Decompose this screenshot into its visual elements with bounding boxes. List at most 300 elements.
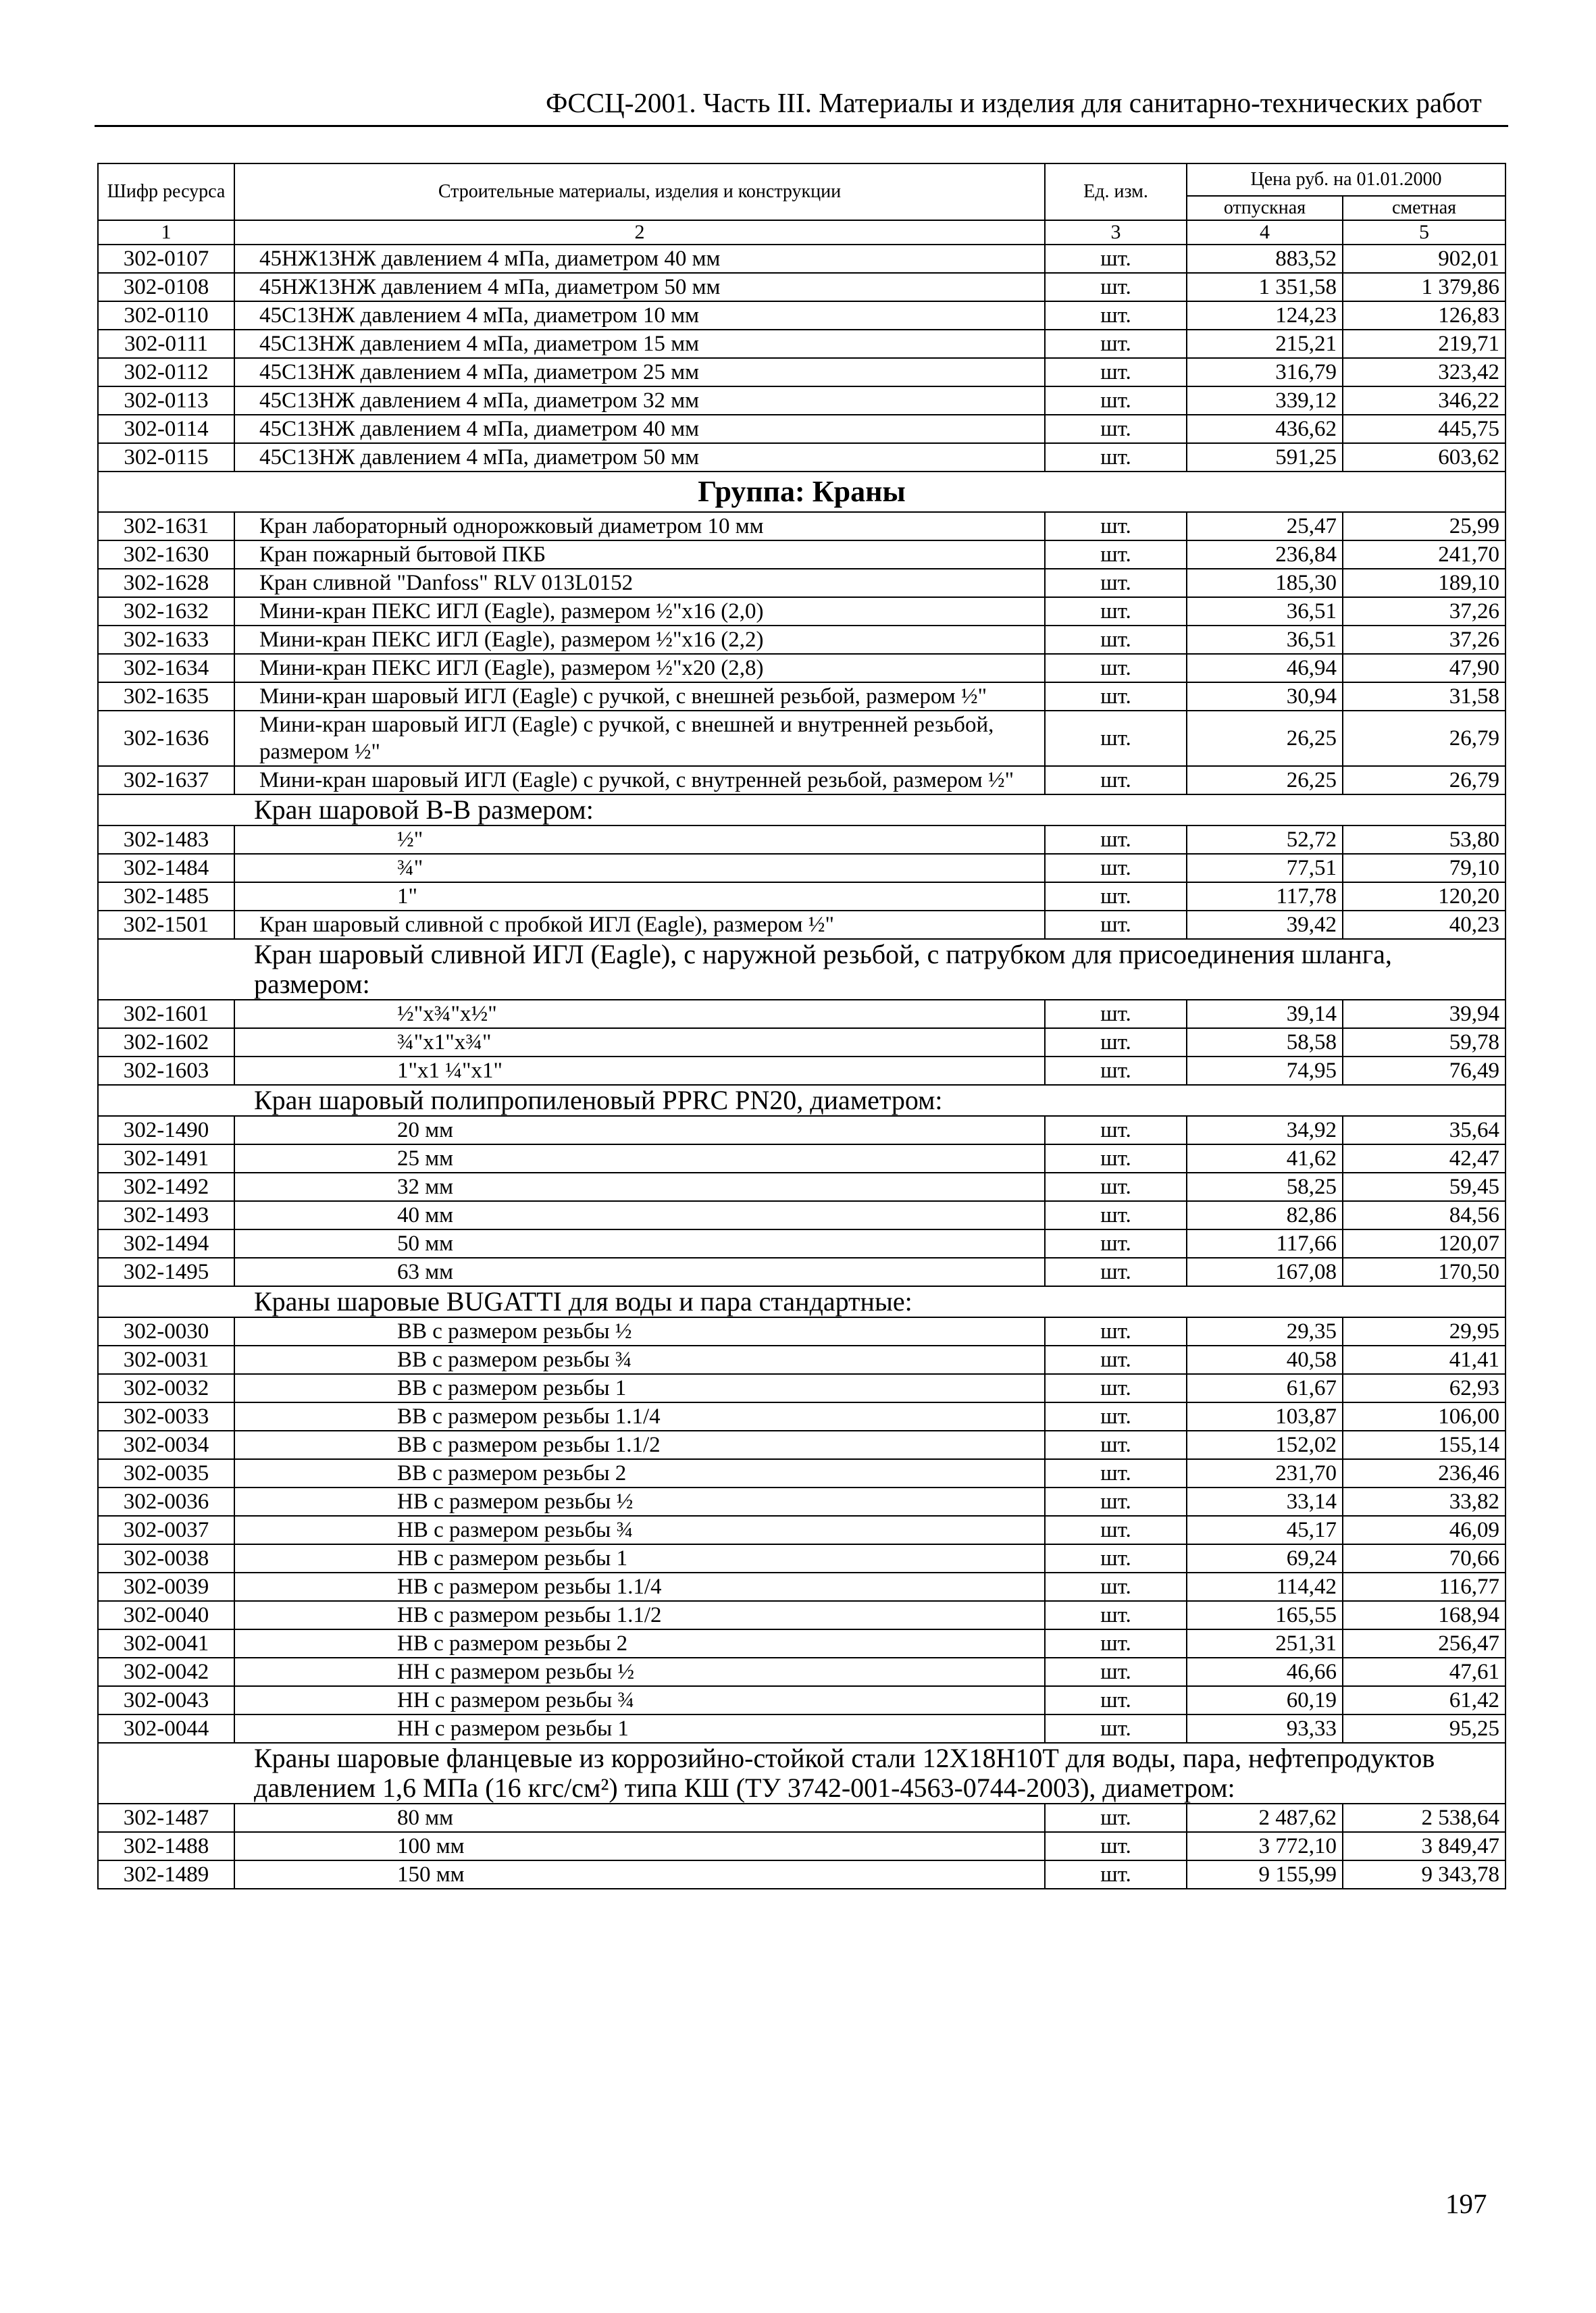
release-price: 25,47	[1187, 512, 1343, 540]
resource-code: 302-1501	[98, 911, 234, 939]
release-price: 58,58	[1187, 1028, 1343, 1057]
estimate-price: 236,46	[1343, 1459, 1505, 1488]
estimate-price: 79,10	[1343, 854, 1505, 882]
item-name: 63 мм	[234, 1258, 1045, 1286]
item-name: НВ с размером резьбы ½	[234, 1488, 1045, 1516]
resource-code: 302-0034	[98, 1431, 234, 1459]
unit: шт.	[1045, 1714, 1187, 1743]
table-row	[98, 1714, 1505, 1743]
item-name: ВВ с размером резьбы 1.1/4	[234, 1402, 1045, 1431]
price-table-body	[98, 163, 1505, 1889]
release-price: 61,67	[1187, 1374, 1343, 1402]
resource-code: 302-1491	[98, 1144, 234, 1173]
table-row	[98, 1173, 1505, 1201]
unit: шт.	[1045, 1629, 1187, 1658]
release-price: 69,24	[1187, 1544, 1343, 1573]
item-name: 32 мм	[234, 1173, 1045, 1201]
table-row	[98, 1402, 1505, 1431]
unit: шт.	[1045, 1144, 1187, 1173]
price-table	[97, 163, 1506, 1889]
item-name: Мини-кран ПЕКС ИГЛ (Eagle), размером ½"х20 (2,8)	[234, 654, 1045, 682]
resource-code: 302-1495	[98, 1258, 234, 1286]
estimate-price: 31,58	[1343, 682, 1505, 711]
resource-code: 302-0038	[98, 1544, 234, 1573]
estimate-price: 40,23	[1343, 911, 1505, 939]
estimate-price: 445,75	[1343, 415, 1505, 443]
release-price: 40,58	[1187, 1346, 1343, 1374]
estimate-price: 35,64	[1343, 1116, 1505, 1144]
unit: шт.	[1045, 882, 1187, 911]
release-price: 231,70	[1187, 1459, 1343, 1488]
table-row	[98, 1144, 1505, 1173]
estimate-price: 33,82	[1343, 1488, 1505, 1516]
section-row	[98, 794, 1505, 825]
release-price: 236,84	[1187, 540, 1343, 569]
unit: шт.	[1045, 1000, 1187, 1028]
col-header-price: Цена руб. на 01.01.2000	[1187, 163, 1505, 196]
unit: шт.	[1045, 1573, 1187, 1601]
resource-code: 302-0042	[98, 1658, 234, 1686]
section-title: Кран шаровый сливной ИГЛ (Eagle), с наружной резьбой, с патрубком для присоединения шланга, размером:	[98, 939, 1505, 1000]
table-row	[98, 1459, 1505, 1488]
resource-code: 302-1630	[98, 540, 234, 569]
unit: шт.	[1045, 1374, 1187, 1402]
estimate-price: 170,50	[1343, 1258, 1505, 1286]
item-name: Мини-кран шаровый ИГЛ (Eagle) с ручкой, с внешней и внутренней резьбой, размером ½"	[234, 711, 1045, 766]
unit: шт.	[1045, 1804, 1187, 1832]
estimate-price: 9 343,78	[1343, 1860, 1505, 1889]
item-name: Мини-кран шаровый ИГЛ (Eagle) с ручкой, с внутренней резьбой, размером ½"	[234, 766, 1045, 794]
unit: шт.	[1045, 1601, 1187, 1629]
release-price: 58,25	[1187, 1173, 1343, 1201]
release-price: 436,62	[1187, 415, 1343, 443]
item-name: ½"	[234, 825, 1045, 854]
release-price: 152,02	[1187, 1431, 1343, 1459]
unit: шт.	[1045, 301, 1187, 330]
resource-code: 302-0043	[98, 1686, 234, 1714]
estimate-price: 84,56	[1343, 1201, 1505, 1229]
release-price: 29,35	[1187, 1317, 1343, 1346]
table-row	[98, 682, 1505, 711]
resource-code: 302-1489	[98, 1860, 234, 1889]
item-name: 1"	[234, 882, 1045, 911]
item-name: Мини-кран шаровый ИГЛ (Eagle) с ручкой, с внешней резьбой, размером ½"	[234, 682, 1045, 711]
col-header-release: отпускная	[1187, 196, 1343, 220]
unit: шт.	[1045, 1057, 1187, 1085]
estimate-price: 46,09	[1343, 1516, 1505, 1544]
resource-code: 302-0040	[98, 1601, 234, 1629]
release-price: 883,52	[1187, 245, 1343, 273]
item-name: 1"х1 ¼"х1"	[234, 1057, 1045, 1085]
unit: шт.	[1045, 1516, 1187, 1544]
unit: шт.	[1045, 540, 1187, 569]
group-row	[98, 472, 1505, 512]
item-name: 45НЖ13НЖ давлением 4 мПа, диаметром 50 мм	[234, 273, 1045, 301]
item-name: ВВ с размером резьбы 1	[234, 1374, 1045, 1402]
resource-code: 302-1633	[98, 626, 234, 654]
resource-code: 302-0036	[98, 1488, 234, 1516]
release-price: 52,72	[1187, 825, 1343, 854]
section-row	[98, 1286, 1505, 1317]
estimate-price: 3 849,47	[1343, 1832, 1505, 1860]
release-price: 30,94	[1187, 682, 1343, 711]
table-row	[98, 825, 1505, 854]
estimate-price: 126,83	[1343, 301, 1505, 330]
resource-code: 302-0030	[98, 1317, 234, 1346]
table-row	[98, 1229, 1505, 1258]
item-name: 20 мм	[234, 1116, 1045, 1144]
unit: шт.	[1045, 1317, 1187, 1346]
unit: шт.	[1045, 245, 1187, 273]
table-row	[98, 1629, 1505, 1658]
unit: шт.	[1045, 358, 1187, 386]
table-row	[98, 1431, 1505, 1459]
release-price: 2 487,62	[1187, 1804, 1343, 1832]
item-name: НВ с размером резьбы 1.1/2	[234, 1601, 1045, 1629]
resource-code: 302-1484	[98, 854, 234, 882]
col-header-name: Строительные материалы, изделия и конструкции	[234, 163, 1045, 220]
item-name: НВ с размером резьбы 1	[234, 1544, 1045, 1573]
unit: шт.	[1045, 1860, 1187, 1889]
unit: шт.	[1045, 1544, 1187, 1573]
resource-code: 302-1603	[98, 1057, 234, 1085]
estimate-price: 346,22	[1343, 386, 1505, 415]
item-name: НВ с размером резьбы ¾	[234, 1516, 1045, 1544]
resource-code: 302-0107	[98, 245, 234, 273]
resource-code: 302-1635	[98, 682, 234, 711]
estimate-price: 62,93	[1343, 1374, 1505, 1402]
release-price: 26,25	[1187, 766, 1343, 794]
resource-code: 302-0032	[98, 1374, 234, 1402]
item-name: ¾"х1"х¾"	[234, 1028, 1045, 1057]
release-price: 251,31	[1187, 1629, 1343, 1658]
table-row	[98, 882, 1505, 911]
section-title: Краны шаровые фланцевые из коррозийно-стойкой стали 12Х18Н10Т для воды, пара, нефтепродуктов давлением 1,6 МПа (16 кгс/см²) типа КШ (ТУ 3742-001-4563-0744-2003), диаметром:	[98, 1743, 1505, 1804]
resource-code: 302-0110	[98, 301, 234, 330]
item-name: 150 мм	[234, 1860, 1045, 1889]
estimate-price: 37,26	[1343, 626, 1505, 654]
unit: шт.	[1045, 386, 1187, 415]
unit: шт.	[1045, 1116, 1187, 1144]
resource-code: 302-0112	[98, 358, 234, 386]
release-price: 36,51	[1187, 597, 1343, 626]
table-row	[98, 597, 1505, 626]
resource-code: 302-1492	[98, 1173, 234, 1201]
section-row	[98, 1085, 1505, 1116]
item-name: 45С13НЖ давлением 4 мПа, диаметром 50 мм	[234, 443, 1045, 472]
table-row	[98, 911, 1505, 939]
estimate-price: 902,01	[1343, 245, 1505, 273]
resource-code: 302-1485	[98, 882, 234, 911]
item-name: НН с размером резьбы 1	[234, 1714, 1045, 1743]
resource-code: 302-0033	[98, 1402, 234, 1431]
unit: шт.	[1045, 1488, 1187, 1516]
col-number-3: 3	[1045, 220, 1187, 245]
resource-code: 302-1601	[98, 1000, 234, 1028]
table-number-row	[98, 220, 1505, 245]
table-row	[98, 1374, 1505, 1402]
item-name: 45С13НЖ давлением 4 мПа, диаметром 15 мм	[234, 330, 1045, 358]
unit: шт.	[1045, 911, 1187, 939]
page-header: ФССЦ-2001. Часть III. Материалы и изделия для санитарно-технических работ	[546, 87, 1482, 118]
item-name: 80 мм	[234, 1804, 1045, 1832]
section-title: Кран шаровой В-В размером:	[98, 794, 1505, 825]
unit: шт.	[1045, 443, 1187, 472]
unit: шт.	[1045, 654, 1187, 682]
release-price: 46,66	[1187, 1658, 1343, 1686]
table-row	[98, 1686, 1505, 1714]
unit: шт.	[1045, 1258, 1187, 1286]
item-name: 50 мм	[234, 1229, 1045, 1258]
release-price: 185,30	[1187, 569, 1343, 597]
table-row	[98, 358, 1505, 386]
estimate-price: 53,80	[1343, 825, 1505, 854]
section-row	[98, 939, 1505, 1000]
page-number: 197	[1445, 2188, 1487, 2219]
item-name: ¾"	[234, 854, 1045, 882]
estimate-price: 59,78	[1343, 1028, 1505, 1057]
estimate-price: 47,61	[1343, 1658, 1505, 1686]
resource-code: 302-1487	[98, 1804, 234, 1832]
release-price: 3 772,10	[1187, 1832, 1343, 1860]
col-header-estimate: сметная	[1343, 196, 1505, 220]
resource-code: 302-0113	[98, 386, 234, 415]
item-name: ВВ с размером резьбы 2	[234, 1459, 1045, 1488]
estimate-price: 219,71	[1343, 330, 1505, 358]
resource-code: 302-0044	[98, 1714, 234, 1743]
item-name: ВВ с размером резьбы ¾	[234, 1346, 1045, 1374]
unit: шт.	[1045, 711, 1187, 766]
unit: шт.	[1045, 626, 1187, 654]
col-number-5: 5	[1343, 220, 1505, 245]
item-name: ВВ с размером резьбы 1.1/2	[234, 1431, 1045, 1459]
estimate-price: 25,99	[1343, 512, 1505, 540]
estimate-price: 42,47	[1343, 1144, 1505, 1173]
estimate-price: 26,79	[1343, 711, 1505, 766]
release-price: 45,17	[1187, 1516, 1343, 1544]
unit: шт.	[1045, 1402, 1187, 1431]
estimate-price: 26,79	[1343, 766, 1505, 794]
item-name: Кран шаровый сливной с пробкой ИГЛ (Eagle), размером ½"	[234, 911, 1045, 939]
item-name: НН с размером резьбы ¾	[234, 1686, 1045, 1714]
section-row	[98, 1743, 1505, 1804]
resource-code: 302-0035	[98, 1459, 234, 1488]
resource-code: 302-1637	[98, 766, 234, 794]
unit: шт.	[1045, 512, 1187, 540]
item-name: 100 мм	[234, 1832, 1045, 1860]
estimate-price: 37,26	[1343, 597, 1505, 626]
resource-code: 302-1490	[98, 1116, 234, 1144]
resource-code: 302-1602	[98, 1028, 234, 1057]
release-price: 39,14	[1187, 1000, 1343, 1028]
table-row	[98, 1258, 1505, 1286]
estimate-price: 59,45	[1343, 1173, 1505, 1201]
resource-code: 302-0037	[98, 1516, 234, 1544]
table-row	[98, 626, 1505, 654]
resource-code: 302-0115	[98, 443, 234, 472]
resource-code: 302-1494	[98, 1229, 234, 1258]
estimate-price: 120,20	[1343, 882, 1505, 911]
estimate-price: 155,14	[1343, 1431, 1505, 1459]
item-name: ½"х¾"х½"	[234, 1000, 1045, 1028]
release-price: 60,19	[1187, 1686, 1343, 1714]
release-price: 82,86	[1187, 1201, 1343, 1229]
release-price: 39,42	[1187, 911, 1343, 939]
table-row	[98, 1544, 1505, 1573]
col-number-4: 4	[1187, 220, 1343, 245]
table-row	[98, 1116, 1505, 1144]
estimate-price: 168,94	[1343, 1601, 1505, 1629]
resource-code: 302-1632	[98, 597, 234, 626]
release-price: 117,78	[1187, 882, 1343, 911]
table-header-row-1	[98, 163, 1505, 196]
release-price: 103,87	[1187, 1402, 1343, 1431]
unit: шт.	[1045, 1028, 1187, 1057]
unit: шт.	[1045, 1201, 1187, 1229]
item-name: НВ с размером резьбы 2	[234, 1629, 1045, 1658]
col-header-unit: Ед. изм.	[1045, 163, 1187, 220]
unit: шт.	[1045, 1431, 1187, 1459]
table-row	[98, 330, 1505, 358]
release-price: 26,25	[1187, 711, 1343, 766]
unit: шт.	[1045, 682, 1187, 711]
unit: шт.	[1045, 569, 1187, 597]
resource-code: 302-0108	[98, 273, 234, 301]
estimate-price: 116,77	[1343, 1573, 1505, 1601]
resource-code: 302-1636	[98, 711, 234, 766]
estimate-price: 106,00	[1343, 1402, 1505, 1431]
unit: шт.	[1045, 1658, 1187, 1686]
item-name: 45С13НЖ давлением 4 мПа, диаметром 25 мм	[234, 358, 1045, 386]
release-price: 9 155,99	[1187, 1860, 1343, 1889]
resource-code: 302-1483	[98, 825, 234, 854]
resource-code: 302-0114	[98, 415, 234, 443]
estimate-price: 95,25	[1343, 1714, 1505, 1743]
item-name: 45С13НЖ давлением 4 мПа, диаметром 10 мм	[234, 301, 1045, 330]
unit: шт.	[1045, 330, 1187, 358]
unit: шт.	[1045, 1832, 1187, 1860]
release-price: 41,62	[1187, 1144, 1343, 1173]
table-row	[98, 301, 1505, 330]
resource-code: 302-0031	[98, 1346, 234, 1374]
item-name: 25 мм	[234, 1144, 1045, 1173]
col-header-code: Шифр ресурса	[98, 163, 234, 220]
table-row	[98, 654, 1505, 682]
table-row	[98, 1000, 1505, 1028]
resource-code: 302-0039	[98, 1573, 234, 1601]
table-row	[98, 540, 1505, 569]
release-price: 167,08	[1187, 1258, 1343, 1286]
item-name: НН с размером резьбы ½	[234, 1658, 1045, 1686]
release-price: 34,92	[1187, 1116, 1343, 1144]
release-price: 114,42	[1187, 1573, 1343, 1601]
release-price: 591,25	[1187, 443, 1343, 472]
estimate-price: 47,90	[1343, 654, 1505, 682]
section-title: Краны шаровые BUGATTI для воды и пара стандартные:	[98, 1286, 1505, 1317]
unit: шт.	[1045, 1346, 1187, 1374]
table-row	[98, 1028, 1505, 1057]
estimate-price: 29,95	[1343, 1317, 1505, 1346]
resource-code: 302-1631	[98, 512, 234, 540]
col-number-2: 2	[234, 220, 1045, 245]
table-row	[98, 273, 1505, 301]
estimate-price: 189,10	[1343, 569, 1505, 597]
item-name: НВ с размером резьбы 1.1/4	[234, 1573, 1045, 1601]
item-name: Кран лабораторный однорожковый диаметром 10 мм	[234, 512, 1045, 540]
item-name: 40 мм	[234, 1201, 1045, 1229]
release-price: 33,14	[1187, 1488, 1343, 1516]
table-row	[98, 1573, 1505, 1601]
table-row	[98, 443, 1505, 472]
release-price: 93,33	[1187, 1714, 1343, 1743]
resource-code: 302-1634	[98, 654, 234, 682]
item-name: Кран сливной "Danfoss" RLV 013L0152	[234, 569, 1045, 597]
unit: шт.	[1045, 766, 1187, 794]
estimate-price: 70,66	[1343, 1544, 1505, 1573]
table-row	[98, 711, 1505, 766]
table-row	[98, 1317, 1505, 1346]
table-row	[98, 569, 1505, 597]
release-price: 339,12	[1187, 386, 1343, 415]
table-row	[98, 245, 1505, 273]
unit: шт.	[1045, 1229, 1187, 1258]
unit: шт.	[1045, 854, 1187, 882]
section-title: Кран шаровый полипропиленовый PPRC PN20, диаметром:	[98, 1085, 1505, 1116]
table-row	[98, 1346, 1505, 1374]
release-price: 36,51	[1187, 626, 1343, 654]
item-name: 45С13НЖ давлением 4 мПа, диаметром 40 мм	[234, 415, 1045, 443]
release-price: 215,21	[1187, 330, 1343, 358]
release-price: 74,95	[1187, 1057, 1343, 1085]
resource-code: 302-1628	[98, 569, 234, 597]
estimate-price: 120,07	[1343, 1229, 1505, 1258]
unit: шт.	[1045, 415, 1187, 443]
resource-code: 302-0111	[98, 330, 234, 358]
unit: шт.	[1045, 597, 1187, 626]
header-rule	[95, 125, 1508, 127]
release-price: 1 351,58	[1187, 273, 1343, 301]
table-row	[98, 1057, 1505, 1085]
table-row	[98, 1860, 1505, 1889]
table-row	[98, 1201, 1505, 1229]
unit: шт.	[1045, 1686, 1187, 1714]
unit: шт.	[1045, 1459, 1187, 1488]
estimate-price: 241,70	[1343, 540, 1505, 569]
group-title: Группа: Краны	[98, 472, 1505, 512]
unit: шт.	[1045, 273, 1187, 301]
resource-code: 302-1488	[98, 1832, 234, 1860]
col-number-1: 1	[98, 220, 234, 245]
table-row	[98, 1601, 1505, 1629]
table-row	[98, 512, 1505, 540]
estimate-price: 2 538,64	[1343, 1804, 1505, 1832]
estimate-price: 39,94	[1343, 1000, 1505, 1028]
item-name: 45НЖ13НЖ давлением 4 мПа, диаметром 40 мм	[234, 245, 1045, 273]
release-price: 316,79	[1187, 358, 1343, 386]
table-row	[98, 1832, 1505, 1860]
release-price: 77,51	[1187, 854, 1343, 882]
item-name: ВВ с размером резьбы ½	[234, 1317, 1045, 1346]
table-row	[98, 854, 1505, 882]
item-name: Мини-кран ПЕКС ИГЛ (Eagle), размером ½"х16 (2,0)	[234, 597, 1045, 626]
item-name: Мини-кран ПЕКС ИГЛ (Eagle), размером ½"х16 (2,2)	[234, 626, 1045, 654]
table-row	[98, 766, 1505, 794]
estimate-price: 41,41	[1343, 1346, 1505, 1374]
estimate-price: 323,42	[1343, 358, 1505, 386]
unit: шт.	[1045, 1173, 1187, 1201]
resource-code: 302-1493	[98, 1201, 234, 1229]
table-row	[98, 1488, 1505, 1516]
